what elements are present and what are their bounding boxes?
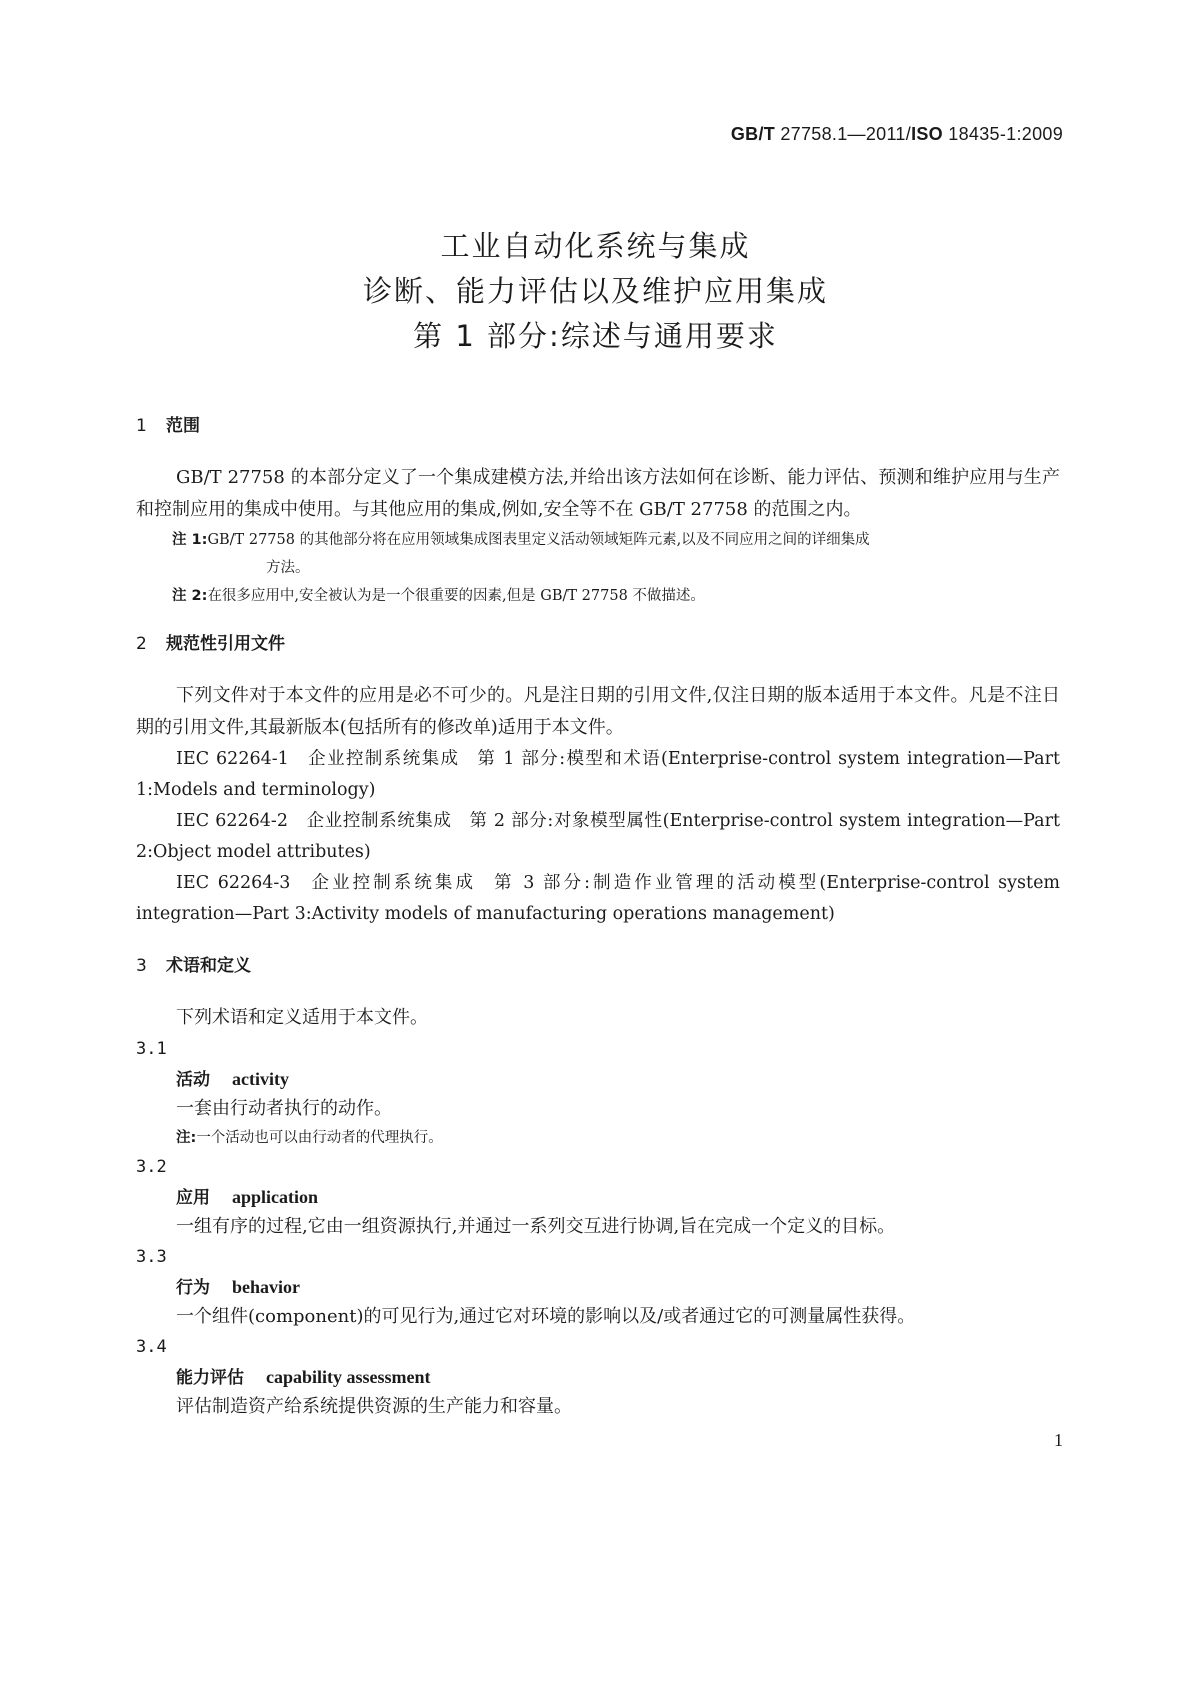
term-definition: 评估制造资产给系统提供资源的生产能力和容量。 <box>176 1396 572 1417</box>
note-2: 注 2:在很多应用中,安全被认为是一个很重要的因素,但是 GB/T 27758 不做描述。 <box>172 588 705 604</box>
title-line-2: 诊断、能力评估以及维护应用集成 <box>362 274 828 308</box>
term-heading: 能力评估 capability assessment <box>176 1367 431 1388</box>
term-entry <box>136 1242 1060 1332</box>
term-number: 3.2 <box>136 1157 167 1177</box>
title-line-1: 工业自动化系统与集成 <box>440 229 751 263</box>
title-line-3: 第 1 部分:综述与通用要求 <box>413 319 778 353</box>
term-definition: 一个组件(component)的可见行为,通过它对环境的影响以及/或者通过它的可测量属性获得。 <box>176 1306 916 1327</box>
standard-code: GB/T 27758.1—2011/ISO 18435-1:2009 <box>730 124 1063 144</box>
term-heading: 活动 activity <box>176 1069 289 1090</box>
reference-item: IEC 62264-3 企业控制系统集成 第 3 部分:制造作业管理的活动模型(Enterprise-control system integration—Part 3:Activity models of manufacturing operations management) <box>136 873 1061 924</box>
term-definition: 一组有序的过程,它由一组资源执行,并通过一系列交互进行协调,旨在完成一个定义的目标。 <box>176 1216 896 1237</box>
document-body <box>136 410 1060 1422</box>
section-3-paragraph: 下列术语和定义适用于本文件。 <box>176 1007 428 1028</box>
section-2-heading: 2 规范性引用文件 <box>136 634 285 654</box>
term-number: 3.1 <box>136 1039 167 1059</box>
reference-item: IEC 62264-1 企业控制系统集成 第 1 部分:模型和术语(Enterprise-control system integration—Part 1:Models and terminology) <box>136 749 1061 800</box>
reference-item: IEC 62264-2 企业控制系统集成 第 2 部分:对象模型属性(Enterprise-control system integration—Part 2:Object model attributes) <box>136 811 1061 862</box>
term-heading: 行为 behavior <box>176 1277 301 1298</box>
page-number: 1 <box>1054 1430 1063 1450</box>
term-number: 3.3 <box>136 1247 167 1267</box>
section-1-paragraph: GB/T 27758 的本部分定义了一个集成建模方法,并给出该方法如何在诊断、能力评估、预测和维护应用与生产和控制应用的集成中使用。与其他应用的集成,例如,安全等不在 GB/T 27758 的范围之内。 <box>136 467 1060 520</box>
term-heading: 应用 application <box>176 1187 319 1208</box>
section-2-paragraph: 下列文件对于本文件的应用是必不可少的。凡是注日期的引用文件,仅注日期的版本适用于本文件。凡是不注日期的引用文件,其最新版本(包括所有的修改单)适用于本文件。 <box>136 685 1060 738</box>
term-entry <box>136 1034 1060 1152</box>
document-title <box>0 224 1191 359</box>
term-definition: 一套由行动者执行的动作。 <box>176 1098 392 1119</box>
section-3-heading: 3 术语和定义 <box>136 956 251 976</box>
term-note: 注:一个活动也可以由行动者的代理执行。 <box>176 1130 443 1146</box>
note-1: 注 1:GB/T 27758 的其他部分将在应用领域集成图表里定义活动领域矩阵元素,以及不同应用之间的详细集成 方法。 <box>172 532 870 576</box>
term-entry <box>136 1152 1060 1242</box>
section-1-heading: 1 范围 <box>136 416 200 436</box>
term-entry <box>136 1332 1060 1422</box>
term-number: 3.4 <box>136 1337 167 1357</box>
